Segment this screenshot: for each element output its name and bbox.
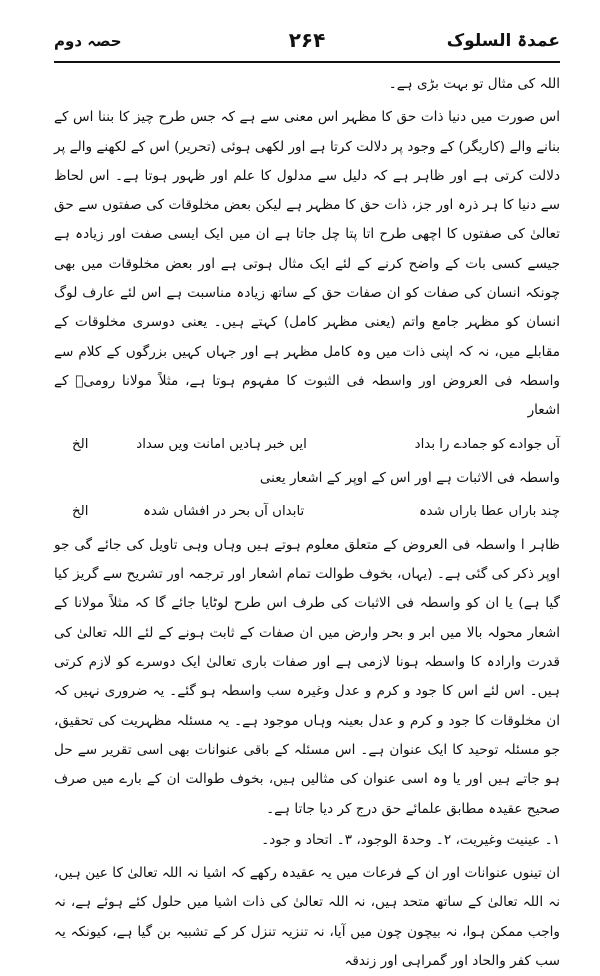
paragraph-1: اس صورت میں دنیا ذات حق کا مظہر اس معنی سے ہے کہ جس طرح چیز کا بننا اس کے بنانے والے (کاریگر) کے وجود پر دلالت کرتا ہے اور لکھی ہوئی (تحریر) اس کے لکھنے والے پر دلالت کرتی ہے اور ظاہر ہے کہ دلیل سے مدلول کا علم اور ظہور ہوتا ہے۔ اس لحاظ سے دنیا کا ہر ذرہ اور جز، ذات حق کا مظہر ہے لیکن بعض مخلوقات کی صفتوں سے حق تعالیٰ کی صفتوں کا اچھی طرح اتا پتا چل جاتا ہے ان میں ایک ایسی صفت اور زیادہ ہے جیسے کسی بات کے واضح کرنے کے لئے ایک مثال ہوتی ہے اور بعض مخلوقات میں بھی چونکہ انسان کی صفات کو ان صفات حق کے ساتھ زیادہ مناسبت ہے اس لئے عارف لوگ انسان کو مظہر جامع واتم (یعنی مظہر کامل) کہتے ہیں۔ یعنی دوسری مخلوقات کے مقابلے میں، نہ کہ اپنی ذات میں وہ کامل مظہر ہے اور جہاں کہیں بزرگوں کے کلام سے واسطہ فی العروض اور واسطہ فی الثبوت کا مفہوم ہوتا ہے، مثلاً مولانا رومیؒ کے اشعار: [54, 109, 560, 419]
verse-1-etc: الخ: [72, 436, 89, 452]
verse-2: [54, 497, 560, 527]
verse-2-first-half: چند باراں عطا باراں شدہ: [418, 503, 560, 519]
page-header: [54, 28, 560, 58]
book-title: عمدۃ السلوک: [446, 31, 560, 51]
paragraph-3: ظاہر ا واسطہ فی العروض کے متعلق معلوم ہوتے ہیں وہاں وہی تاویل کی جائے گی جو اوپر ذکر کی گئی ہے۔ (یہاں، بخوف طوالت تمام اشعار اور ترجمہ اور تشریح سے گریز کیا گیا ہے) یا ان کو واسطہ فی الاثبات کی طرف اس طرح لوٹایا جائے گا کہ مثلاً مولانا کے اشعار محولہ بالا میں ابر و بحر وارض میں ان صفات کے ثابت ہونے کے لئے اللہ تعالیٰ کی قدرت وارادہ کا واسطہ ہونا لازمی ہے اور صفات باری تعالیٰ ایک دوسرے کو لازم کرتی ہیں۔ اس لئے اس کا جود و کرم و عدل وغیرہ سب واسطہ ہو گئے۔ یہ ضروری نہیں کہ ان مخلوقات کا جود و کرم و عدل بعینہ وہاں موجود ہے۔ یہ مسئلہ مظہریت کی تحقیق، جو مسئلہ توحید کا ایک عنوان ہے۔ اس مسئلہ کے باقی عنوانات بھی اسی تقریر سے حل ہو جاتے ہیں اور یا وہ اسی عنوان کی مثالیں ہیں، بخوف طوالت ان کے بارے میں صرف صحیح عقیدہ مطابق علمائے حق درج کر دیا جاتا ہے۔: [54, 536, 560, 817]
verse-1: [54, 430, 560, 460]
page-number: ۲۶۴: [288, 28, 326, 52]
paragraph-4: ان تینوں عنوانات اور ان کے فرعات میں یہ عقیدہ رکھے کہ اشیا نہ اللہ تعالیٰ کا عین ہیں، نہ اللہ تعالیٰ کے ساتھ متحد ہیں، نہ اللہ تعالیٰ کی ذات اشیا میں حلول کئے ہوئے ہے، نہ واجب ممکن ہوا، نہ بیچون چون میں آیا، نہ تنزیہ تنزل کر کے تشبیہ بن گیا ہے، کیونکہ یہ سب کفر والحاد اور گمراہی اور زندقہ: [54, 865, 560, 970]
part-label: حصہ دوم: [54, 32, 122, 50]
header-rule: [54, 61, 560, 63]
paragraph-2: واسطہ فی الاثبات ہے اور اس کے اوپر کے اشعار یعنی: [259, 469, 560, 486]
verse-2-second-half: تابداں آں بحر در افشاں شدہ: [143, 503, 305, 519]
verse-2-etc: الخ: [72, 503, 89, 519]
verse-1-first-half: آں جوادے کو جمادے را بداد: [414, 436, 560, 452]
verse-1-second-half: ایں خبر ہادیں امانت ویں سداد: [136, 436, 307, 452]
paragraph-0: اللہ کی مثال تو بہت بڑی ہے۔: [388, 76, 560, 92]
topic-list: ۱۔ عینیت وغیریت، ۲۔ وحدۃ الوجود، ۳۔ اتحاد و جود۔: [261, 831, 560, 848]
page-body: [54, 68, 560, 970]
